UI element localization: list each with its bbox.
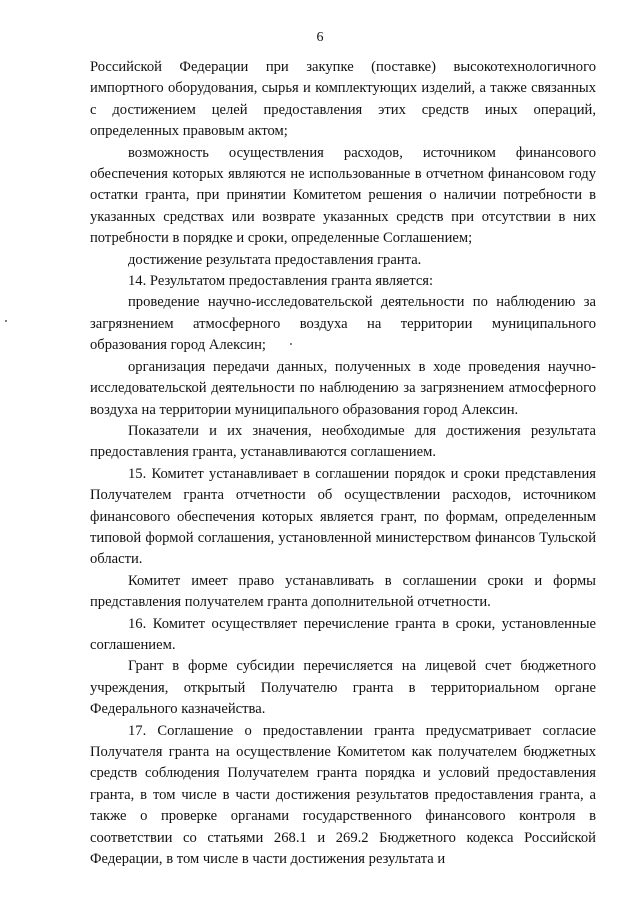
paragraph-result-achievement: достижение результата предоставления гранта. <box>128 251 422 268</box>
paragraph-item-17: 17. Соглашение о предоставлении гранта предусматривает согласие Получателя гранта на осуществление Комитетом как получателем бюджетных средств соблюдения Получателем гранта порядка и условий предоставления гранта, в том числе в части достижения результатов предоставления гранта, а также о проверке органами государственного финансового контроля в соответствии со статьями 268.1 и 269.2 Бюджетного кодекса Российской Федерации, в том числе в части достижения результата и <box>90 722 596 868</box>
paragraph-item-15: 15. Комитет устанавливает в соглашении порядок и сроки представления Получателем гранта отчетности об осуществлении расходов, источником финансового обеспечения которых является грант, по формам, определенным типовой формой соглашения, установленной министерством финансов Тульской области. <box>90 465 596 568</box>
paragraph-continuation: Российской Федерации при закупке (поставке) высокотехнологичного импортного оборудования, сырья и комплектующих изделий, а также связанных с достижением целей предоставления этих средств иных операций, определенных правовым актом; <box>90 59 596 140</box>
scan-speck <box>290 343 292 345</box>
paragraph-item-16: 16. Комитет осуществляет перечисление гранта в сроки, установленные соглашением. <box>90 615 596 653</box>
page-number: 6 <box>316 30 324 45</box>
document-body <box>90 57 596 870</box>
paragraph-research-activity: проведение научно-исследовательской деятельности по наблюдению за загрязнением атмосферного воздуха на территории муниципального образования город Алексин; <box>90 294 596 354</box>
paragraph-data-transfer: организация передачи данных, полученных в ходе проведения научно-исследовательской деятельности по наблюдению за загрязнением атмосферного воздуха на территории муниципального образования город Алексин. <box>90 358 596 418</box>
paragraph-unused-balance: возможность осуществления расходов, источником финансового обеспечения которых являются не использованные в отчетном финансовом году остатки гранта, при принятии Комитетом решения о наличии потребности в указанных средствах или возврате указанных средств при отсутствии в них потребности в порядке и сроки, определенные Соглашением; <box>90 144 596 247</box>
paragraph-item-14: 14. Результатом предоставления гранта является: <box>128 273 434 290</box>
paragraph-subsidy-transfer: Грант в форме субсидии перечисляется на лицевой счет бюджетного учреждения, открытый Получателю гранта в территориальном органе Федерального казначейства. <box>90 658 596 718</box>
paragraph-indicators: Показатели и их значения, необходимые для достижения результата предоставления гранта, устанавливаются соглашением. <box>90 422 596 461</box>
scan-speck <box>5 320 7 322</box>
paragraph-additional-reporting: Комитет имеет право устанавливать в соглашении сроки и формы представления получателем гранта дополнительной отчетности. <box>90 572 596 611</box>
